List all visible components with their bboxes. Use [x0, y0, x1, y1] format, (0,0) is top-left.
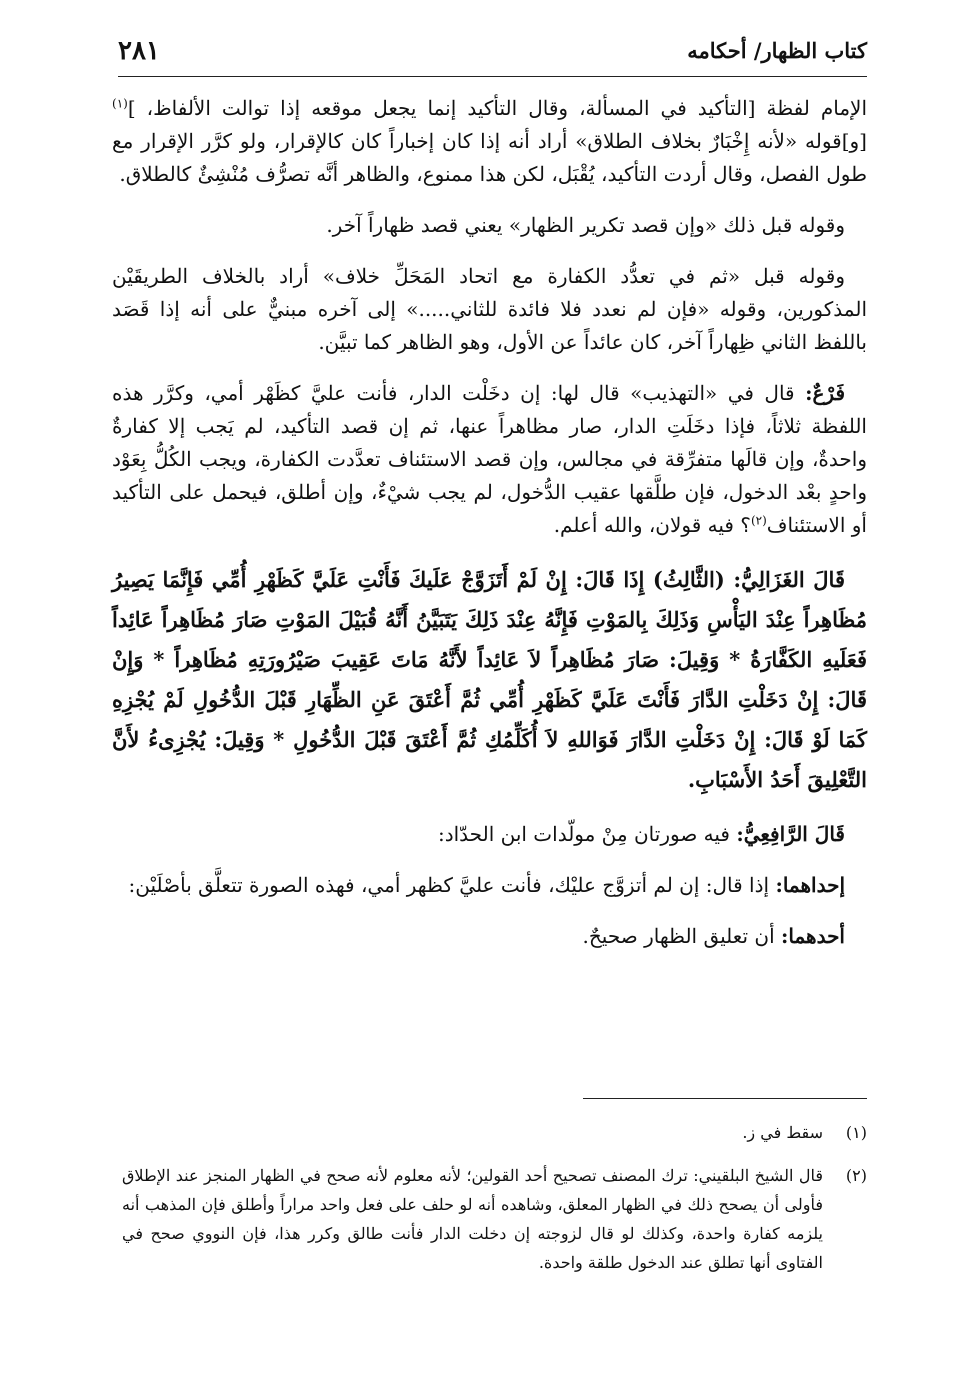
rafii-text: فيه صورتان مِنْ مولّدات ابن الحدّاد: [437, 822, 730, 846]
page-number: ٢٨١ [118, 36, 160, 66]
ghazali-quote [112, 560, 867, 800]
footnote-number: (٢) [845, 1166, 867, 1185]
far-label: فَرْعٌ: [805, 381, 846, 405]
principle-one-label: أحدهما: [780, 924, 845, 948]
footnote-ref-1: (١) [112, 96, 128, 111]
principle-one [112, 920, 867, 953]
paragraph-2: وقوله قبل ذلك «وإن قصد تكرير الظهار» يعني قصد ظهاراً آخر. [326, 213, 845, 237]
rafii-label: قَالَ الرَّافِعِيُّ: [736, 822, 845, 846]
footnote-text: سقط في ز. [742, 1123, 823, 1142]
paragraph-4 [112, 377, 867, 542]
paragraph-1-continuation: [و]قوله «لأنه إِخْبَارٌ بخلاف الطلاق» أراد أنه إذا كان إخباراً كان كالإقرار، ولو كرَّر الإقرار مع طول الفصل، وقال أردت التأكيد، يُقْبَل، لكن هذا ممنوع، والظاهر أنَّه تصرُّف مُنْشِئٌ كالطلاق. [112, 129, 867, 186]
case-one-text: إذا قال: إن لم أتزوَّج عليْك، فأنت عليَّ كظهر أمي، فهذه الصورة تتعلَّق بأصْلَيْن: [128, 873, 770, 897]
footnotes [122, 1118, 867, 1291]
main-text [112, 92, 867, 971]
case-one [112, 869, 867, 902]
principle-one-text: أن تعليق الظهار صحيحٌ. [582, 924, 775, 948]
rafii-commentary [112, 818, 867, 851]
footnote-divider [583, 1098, 867, 1099]
footnote-number: (١) [845, 1123, 867, 1142]
paragraph-3: وقوله قبل «ثم في تعدُّد الكفارة مع اتحاد المَحَلِّ خلاف» أراد بالخلاف الطريقَيْن المذكورين، وقوله «فإن لم نعدد فلا فائدة للثاني.....» إلى آخره مبنيٌّ على أنه إذا قَصَد باللفظ الثاني ظِهاراً آخر، كان عائداً عن الأول، وهو الظاهر كما تبيَّن. [112, 264, 867, 354]
running-header [118, 36, 867, 77]
paragraph-4-end: ؟ فيه قولان، والله أعلم. [553, 513, 751, 537]
footnote-item [122, 1118, 867, 1147]
paragraph-1 [112, 92, 867, 191]
chapter-title: كتاب الظهار/ أحكامه [687, 38, 867, 63]
footnote-ref-2: (٢) [750, 513, 767, 528]
paragraph-4-text: قال في «التهذيب» قال لها: إن دخَلْت الدار، فأنت عليَّ كظَهْر أمي، وكرَّر هذه اللفظة ثلاثاً، فإذا دخَلَتِ الدار، صار مظاهراً عنها، ثم إن قصد التأكيد، لم يَجب إلا كفارةٌ واحدةٌ، وإن قالَها متفرِّقة في مجالس، وإن قصد الاستئناف تعدَّدت الكفارة، ويجب الكُلُّ بِعَوْد واحدٍ بعْد الدخول، فإن طلَّقها عقيب الدُّخول، لم يجب شيْءٌ، وإن أطلق، فيحمل على التأكيد أو الاستئناف [112, 381, 867, 537]
footnote-text: قال الشيخ البلقيني: ترك المصنف تصحيح أحد القولين؛ لأنه معلوم لأنه صحح في الظهار المنجز عند الإطلاق فأولى أن يصحح ذلك في الظهار المعلق، وشاهده أنه لو حلف على فعل واحد مراراً وأطلق فإن المذهب أنه يلزمه كفارة واحدة، وكذلك لو قال لزوجته إن دخلت الدار فأنت طالق وكرر هذا، فإن النووي صحح في الفتاوى أنها تطلق عند الدخول طلقة واحدة. [122, 1166, 824, 1272]
footnote-item [122, 1161, 867, 1277]
paragraph-1-text: الإمام لفظة [التأكيد في المسألة، وقال التأكيد إنما يجعل موقعه إذا توالت الألفاظ، ] [127, 96, 867, 120]
ghazali-label: قَالَ الغَزَالِيُّ: [733, 567, 845, 592]
ghazali-text: (الثَّالِثُ) إِذَا قَالَ: إِنْ لَمْ أَتَزَوَّجْ عَلَيكَ فَأَنْتِ عَلَيَّ كَظَهْرِ أُمِّي فَإِنَّمَا يَصِيرُ مُظَاهِراً عِنْدَ اليَأْسِ وَذَلِكَ بِالمَوْتِ فَإِنَّهُ عِنْدَ ذَلِكَ يَتَبَيَّنُ أَنَّهُ قُبَيْلَ المَوْتِ صَارَ مُظَاهِراً عَائِداً فَعَلَيهِ الكَفَّارَةُ * وَقِيلَ: صَارَ مُظَاهِراً لاَ عَائِداً لأَنَّهُ مَاتَ عَقِيبَ صَيْرُورَتِهِ مُظَاهِراً * وَإِنْ قَالَ: إِنْ دَخَلْتِ الدَّارَ فَأَنْتَ عَلَيَّ كَظَهْرِ أُمِّي ثُمَّ أَعْتَقَ عَنِ الظِّهَارِ قَبْلَ الدُّخُولِ لَمْ يُجْزِهِ كَمَا لَوْ قَالَ: إِنْ دَخَلْتِ الدَّارَ فَوَاللهِ لاَ أُكَلِّمُكِ ثُمَّ أَعْتَقَ قَبْلَ الدُّخُولِ * وَقِيلَ: يُجْزِىءُ لأَنَّ التَّعْلِيقَ أَحَدُ الأَسْبَابِ. [112, 567, 867, 792]
case-one-label: إحداهما: [775, 873, 845, 897]
